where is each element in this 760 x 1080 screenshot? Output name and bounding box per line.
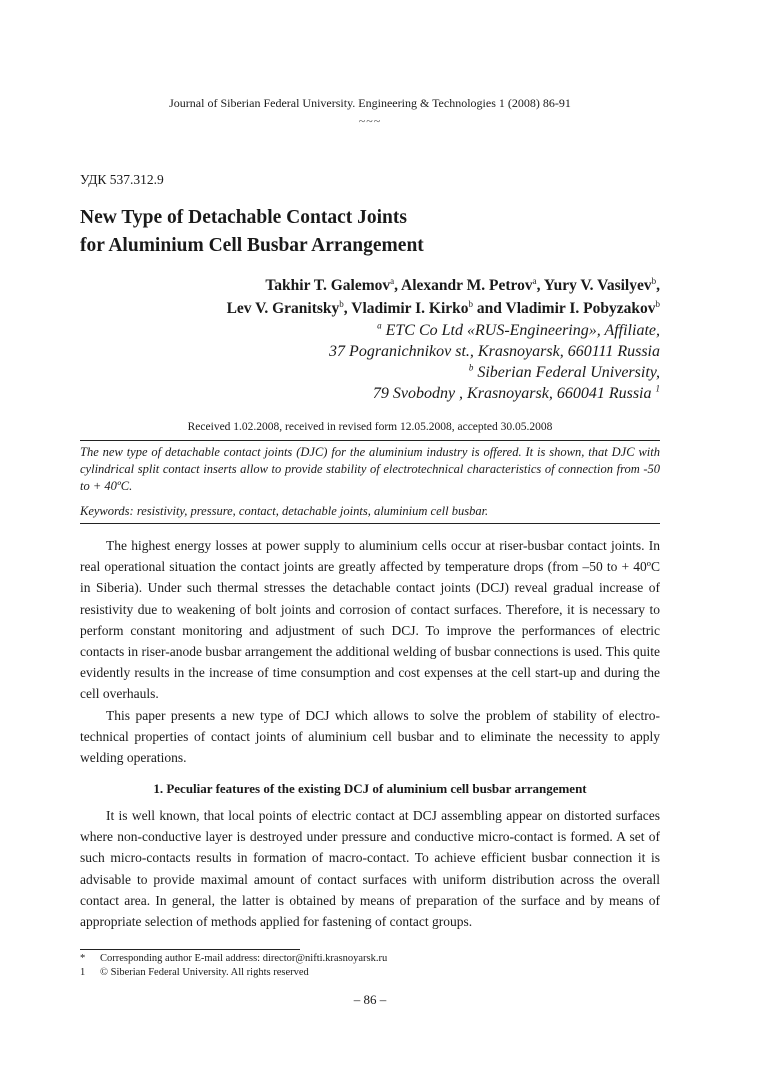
footnote xyxy=(80,966,660,980)
affiliation-b-line-2 xyxy=(80,383,660,404)
author-separator: and xyxy=(473,300,506,317)
paragraph: The highest energy losses at power supply to aluminium cells occur at riser-busbar contact joints. In real operational situation the contact joints are greatly affected by temperature drops (from –50 to + 40ºC in Siberia). Under such thermal stresses the detachable contact joints (DCJ) reveal gradual increase of resistivity due to weakening of bolt joints and corrosion of contact surfaces. Therefore, it is necessary to perform constant monitoring and adjustment of such DCJ. To improve the performances of electric contacts in riser-anode busbar arrangement the additional welding of busbar connections is used. This quite evidently results in the increase of time consumption and cost expenses at the cell start-up and during the cell overhauls. xyxy=(80,538,660,702)
author-list xyxy=(80,274,660,320)
author-separator: , xyxy=(536,277,544,294)
author-name: Lev V. Granitsky xyxy=(226,300,340,317)
affiliations xyxy=(80,320,660,404)
author-separator: , xyxy=(343,300,352,317)
intro-section xyxy=(80,535,660,768)
footnote xyxy=(80,952,660,966)
author-line-1 xyxy=(80,274,660,297)
section-1-body xyxy=(80,805,660,932)
header-separator: ~~~ xyxy=(358,114,382,128)
paragraph: It is well known, that local points of electric contact at DCJ assembling appear on distorted surfaces where non-conductive layer is destroyed under pressure and conductive micro-contact is formed. A set of such micro-contacts results in formation of macro-contact. To achieve efficient busbar connection it is advisable to provide maximal amount of contact surfaces with uniform distribution across the overall contact area. In general, the latter is obtained by means of preparation of the surface and by means of appropriate selection of methods applied for fastening of contact groups. xyxy=(80,808,660,930)
received-dates: Received 1.02.2008, received in revised form 12.05.2008, accepted 30.05.2008 xyxy=(187,421,553,433)
page-number: – 86 – xyxy=(353,992,387,1007)
author-name: Takhir T. Galemov xyxy=(265,277,391,294)
author-affiliation-mark: b xyxy=(339,298,344,309)
footnote-mark: 1 xyxy=(655,383,660,394)
author-affiliation-mark: a xyxy=(390,275,395,286)
paragraph: This paper presents a new type of DCJ which allows to solve the problem of stability of electro-technical properties of contact joints of aluminium cell busbar and to eliminate the necessity to apply welding operations. xyxy=(80,707,660,766)
affiliation-a-line-2: 37 Pogranichnikov st., Krasnoyarsk, 660111 Russia xyxy=(329,343,660,360)
journal-header: Journal of Siberian Federal University. Engineering & Technologies 1 (2008) 86-91 xyxy=(169,96,571,110)
author-name: Vladimir I. Pobyzakov xyxy=(505,300,656,317)
author-separator: , xyxy=(394,277,402,294)
abstract-bottom-rule xyxy=(80,523,660,524)
affiliation-text: Siberian Federal University, xyxy=(473,364,660,381)
footnote-text: Corresponding author E-mail address: director@nifti.krasnoyarsk.ru xyxy=(100,953,388,964)
author-separator: , xyxy=(656,277,660,294)
affiliation-mark: a xyxy=(377,320,382,331)
affiliation-text: ETC Co Ltd «RUS-Engineering», Affiliate, xyxy=(381,322,660,339)
footnote-rule xyxy=(80,949,300,950)
affiliation-b-line-1 xyxy=(80,362,660,383)
author-affiliation-mark: b xyxy=(468,298,474,309)
abstract-top-rule xyxy=(80,440,660,441)
title-line-1: New Type of Detachable Contact Joints xyxy=(80,207,407,228)
affiliation-mark: b xyxy=(468,362,474,373)
footnote-mark: 1 xyxy=(80,967,86,978)
affiliation-a-line-1 xyxy=(80,320,660,341)
title-line-2: for Aluminium Cell Busbar Arrangement xyxy=(80,235,424,256)
author-name: Alexandr M. Petrov xyxy=(401,277,533,294)
udk-code: УДК 537.312.9 xyxy=(80,172,164,187)
author-affiliation-mark: b xyxy=(651,275,657,286)
author-line-2 xyxy=(80,297,660,320)
footnote-mark: * xyxy=(80,953,86,964)
keywords: Keywords: resistivity, pressure, contact, detachable joints, aluminium cell busbar. xyxy=(80,504,489,518)
author-name: Vladimir I. Kirko xyxy=(351,300,469,317)
abstract: The new type of detachable contact joints (DJC) for the aluminium industry is offered. It is shown, that DJC with cylindrical split contact inserts allow to provide stability of electrotechnical characteristics of connection from -50 to + 40ºC. xyxy=(80,445,660,493)
author-affiliation-mark: b xyxy=(655,298,660,309)
footnotes xyxy=(80,952,660,980)
author-name: Yury V. Vasilyev xyxy=(543,277,652,294)
author-affiliation-mark: a xyxy=(532,275,537,286)
affiliation-text: 79 Svobodny , Krasnoyarsk, 660041 Russia xyxy=(372,385,656,402)
footnote-text: © Siberian Federal University. All rights reserved xyxy=(100,967,309,978)
section-heading: 1. Peculiar features of the existing DCJ of aluminium cell busbar arrangement xyxy=(153,781,587,796)
paper-title xyxy=(80,204,660,260)
